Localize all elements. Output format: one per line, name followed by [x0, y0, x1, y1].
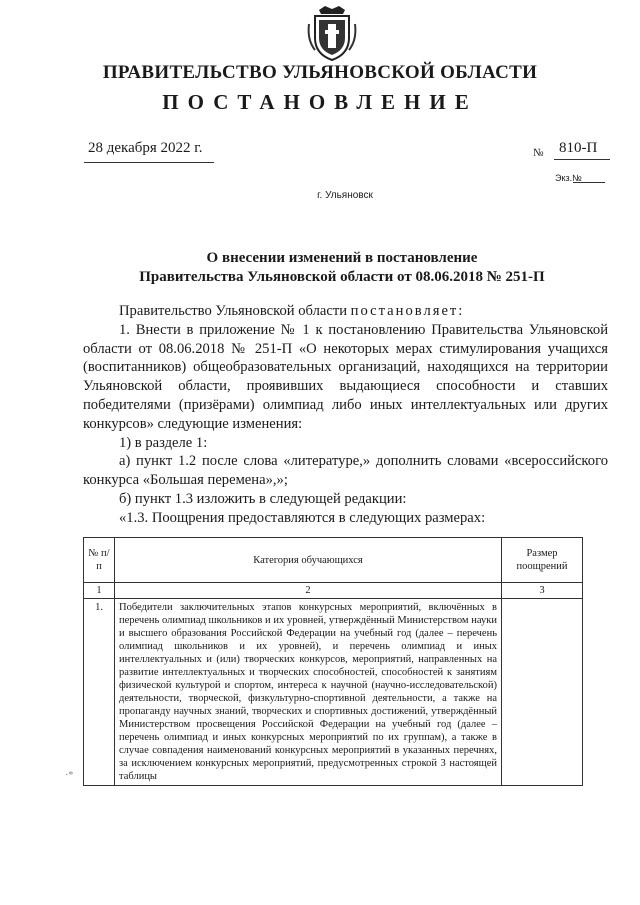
- column-number-3: 3: [502, 583, 583, 599]
- number-label: №: [533, 147, 544, 159]
- column-number-2: 2: [115, 583, 502, 599]
- header-category: Категория обучающихся: [115, 538, 502, 583]
- intro-text: Правительство Ульяновской области: [119, 303, 351, 319]
- paragraph-4: б) пункт 1.3 изложить в следующей редакции:: [119, 490, 407, 507]
- paragraph-5: «1.3. Поощрения предоставляются в следующих размерах:: [119, 509, 486, 526]
- copy-number-label: Экз.№: [555, 173, 582, 183]
- paragraph-1: 1. Внести в приложение № 1 к постановлению Правительства Ульяновской области от 08.06.2018 № 251-П «О некоторых мерах стимулирования учащихся (воспитанников) общеобразовательных организаций, находящихся на территории Ульяновской области, проявивших выдающиеся способности и ставших победителями (призёрами) олимпиад либо иных интеллектуальных или других конкурсов» следующие изменения:: [83, 321, 608, 432]
- row-number: 1.: [84, 599, 115, 786]
- city-name: г. Ульяновск: [317, 190, 373, 201]
- table-header-row: [84, 538, 583, 583]
- number-underline: [554, 159, 610, 160]
- document-type: ПОСТАНОВЛЕНИЕ: [162, 90, 478, 114]
- row-amount: [502, 599, 583, 786]
- coat-of-arms-icon: [305, 4, 359, 62]
- heading-line-2: Правительства Ульяновской области от 08.06.2018 № 251-П: [139, 269, 545, 285]
- table-row: [84, 599, 583, 786]
- header-number: № п/п: [84, 538, 115, 583]
- incentives-table: [83, 537, 583, 786]
- document-heading: [82, 249, 602, 287]
- intro-paragraph: [83, 302, 608, 321]
- heading-line-1: О внесении изменений в постановление: [206, 250, 478, 266]
- date-underline: [84, 162, 214, 163]
- copy-number-underline: [573, 182, 605, 183]
- margin-mark: ·*: [65, 770, 74, 781]
- paragraph-3: а) пункт 1.2 после слова «литературе,» дополнить словами «всероссийского конкурса «Большая перемена»,»;: [83, 453, 608, 489]
- paragraph-2: 1) в разделе 1:: [119, 434, 208, 451]
- intro-resolves: постановляет:: [350, 303, 465, 319]
- document-date: 28 декабря 2022 г.: [88, 140, 203, 156]
- header-amount: Размер поощрений: [502, 538, 583, 583]
- government-name: ПРАВИТЕЛЬСТВО УЛЬЯНОВСКОЙ ОБЛАСТИ: [102, 62, 538, 83]
- document-body: [83, 302, 608, 528]
- table-column-numbers-row: [84, 583, 583, 599]
- document-number: 810-П: [559, 140, 598, 156]
- column-number-1: 1: [84, 583, 115, 599]
- row-category: Победители заключительных этапов конкурсных мероприятий, включённых в перечень олимпиад школьников и их уровней, утверждённый Министерством науки и высшего образования Российской Федерации на учебный год (далее – перечень олимпиад школьников и их уровней), и перечень олимпиад и иных интеллектуальных и (или) творческих конкурсов, мероприятий, направленных на развитие интеллектуальных и творческих способностей, способностей к занятиям физической культурой и спортом, интереса к научной (научно-исследовательской) деятельности, творческой, физкультурно-спортивной деятельности, а также на пропаганду научных знаний, творческих и спортивных достижений, утверждённый Министерством просвещения Российской Федерации на учебный год (далее – перечень олимпиад и иных конкурсных мероприятий по их группам), а также в случае совпадения наименований конкурсных мероприятий в указанных перечнях, за исключением конкурсных мероприятий, предусмотренных строкой 3 настоящей таблицы: [115, 599, 502, 786]
